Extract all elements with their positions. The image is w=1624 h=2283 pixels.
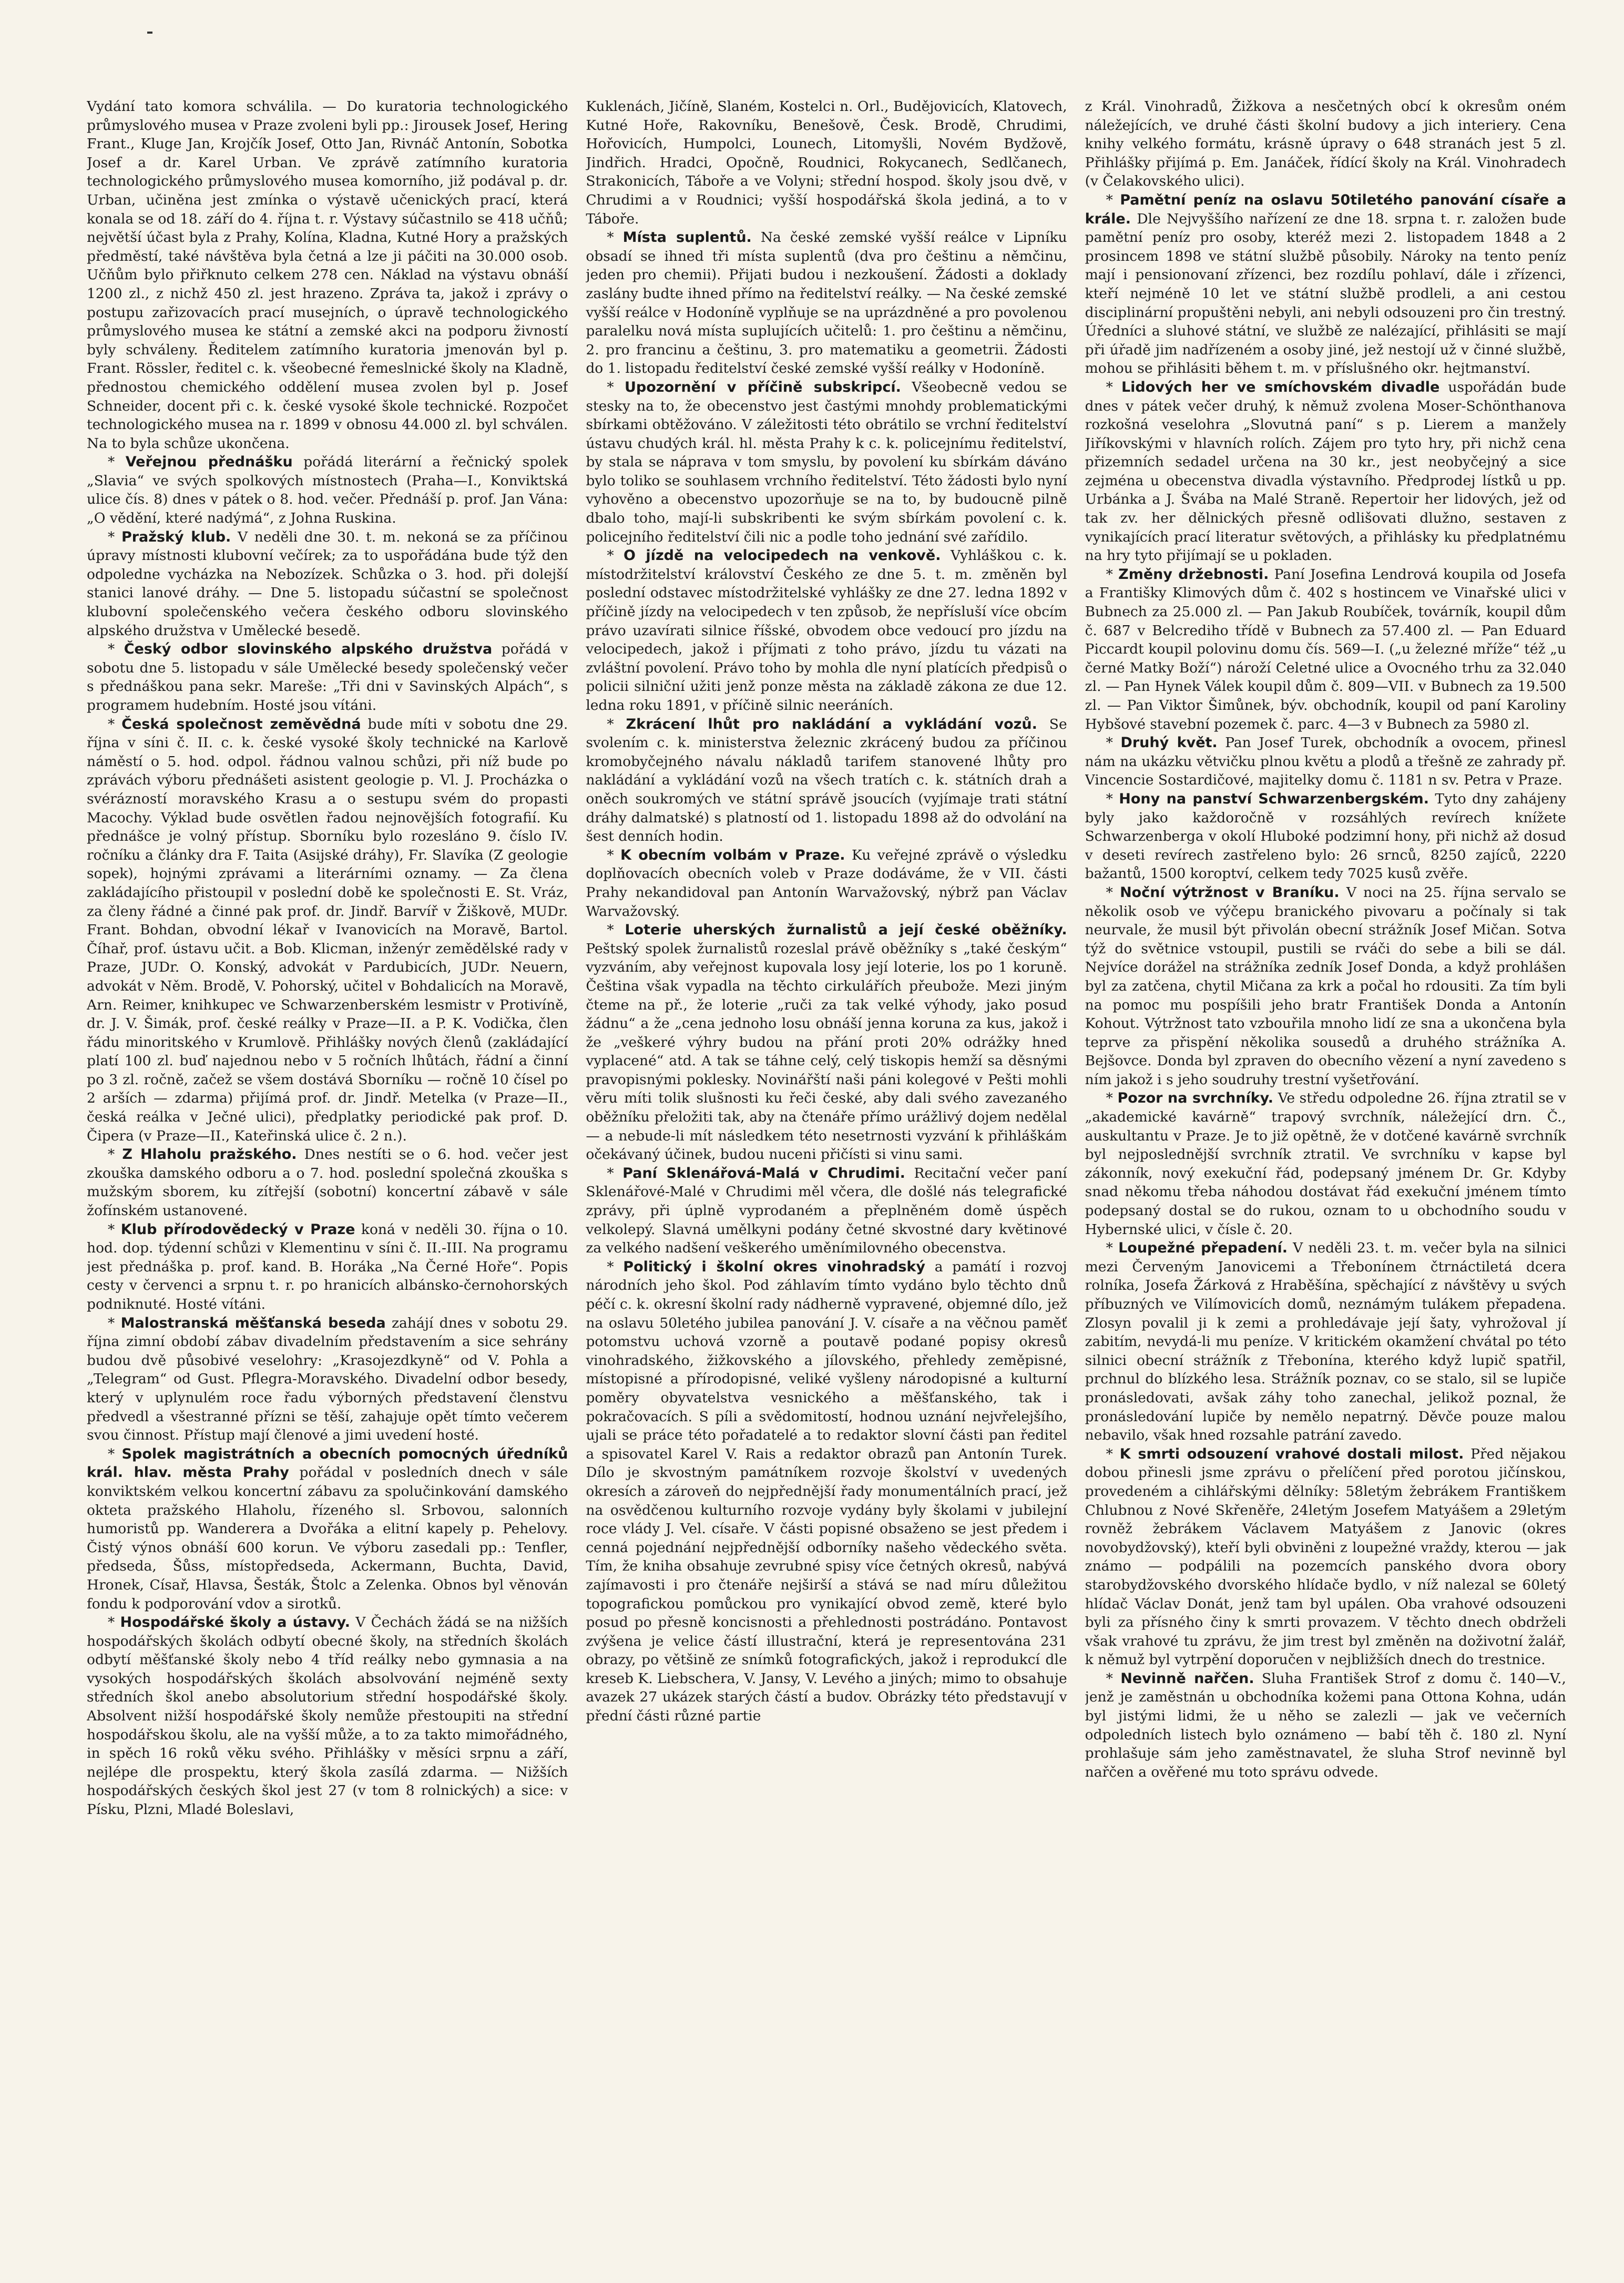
article-paragraph <box>1085 790 1566 883</box>
article-heading: Z Hlaholu pražského. <box>122 1146 297 1163</box>
article-paragraph <box>586 546 1067 715</box>
article-paragraph <box>87 1445 568 1613</box>
asterisk-marker: * <box>1106 379 1121 395</box>
article-heading: Česká společnost zeměvědná <box>121 716 361 732</box>
article-text: Vyhláškou c. k. místodržitelství království Českého ze dne 5. t. m. změněn byl poslední odstavec místodržitelské vyhlášky ze dne 27. ledna 1892 v příčině jízdy na velocipedech v ten způsob, že nepřísluší více obcím právo uzavírati silnice říšské, obvodem obce vedoucí pro jízdu na velocipedech, jakož i příjmati z toho právo, jízdu tu vázati na zvláštní povolení. Právo toho by mohla dle nyní platících předpisů o policii silniční užiti jenž ponze města na základě zákona ze due 12. ledna roku 1891, v příčině silnic neeráních. <box>586 547 1067 714</box>
article-text: bude míti v sobotu dne 29. října v síni č. II. c. k. české vysoké školy technické na Karlově náměstí o 5. hod. odpol. řádnou valnou schůzi, při níž bude po zprávách výboru přednášeti asistent geologie p. Vl. J. Procházka o svérázností moravského Krasu a o sestupu svém do propasti Macochy. Výklad bude osvětlen řadou nejnovějších fotografií. Ku přednášce je volný přístup. Sborníku bylo rozesláno 9. číslo IV. ročníku a články dra F. Taita (Asijské dráhy), Fr. Slavíka (Z geologie sopek), hojnými zprávami a literárními oznamy. — Za člena zakládajícího přistoupil v poslední době ke společnosti E. St. Vráz, za členy řádné a činné pak prof. dr. Jindř. Barvíř v Žiškově, MUDr. Frant. Bohdan, obvodní lékař v Ivanovicích na Moravě, Bartol. Číhař, prof. ústavu učit. a Bob. Klicman, inženýr zemědělské rady v Praze, JUDr. O. Konský, advokát v Pardubicích, JUDr. Neuern, advokát v Něm. Brodě, V. Pohorský, učitel v Bohdalicích na Moravě, Arn. Reimer, knihkupec ve Schwarzenberském lesmistr v Protivíně, dr. J. V. Šimák, prof. české reálky v Praze—II. a P. K. Vodička, člen řádu minoritského v Krumlově. Přihlášky nových členů (zakládající platí 100 zl. buď najednou nebo v 5 ročních lhůtách, řádní a činní po 3 zl. ročně, začež se všem dostává Sborníku — ročně 10 čísel po 2 arších — zdarma) přijímá prof. dr. Jindř. Metelka (v Praze—II., česká reálka v Ječné ulici), předplatky periodické pak prof. D. Čipera (v Praze—II., Kateřinská ulice č. 2 n.). <box>87 716 568 1144</box>
asterisk-marker: * <box>1106 191 1120 208</box>
article-paragraph <box>87 1145 568 1220</box>
article-paragraph <box>1085 1445 1566 1669</box>
asterisk-marker: * <box>607 922 625 939</box>
article-paragraph <box>586 97 1067 228</box>
article-text: V noci na 25. října servalo se několik osob ve výčepu branického pivovaru a počínaly si tak neurvale, že musil být přivolán obecní strážník Josef Mičan. Sotva týž do světnice vstoupil, pustili se rváči do sebe a bili se dál. Nejvíce dorážel na strážníka zedník Josef Donda, a když prohlášen byl za zatčena, chytil Mičana za krk a počal ho rdousiti. Za tím byli na pomoc mu pospíšili jeho bratr František Donda a Antonín Kohout. Výtržnost tato vzbouřila mnoho lidí ze sna a ukončena byla teprve za přispění několika sousedů a druhého strážníka A. Bejšovce. Donda byl zpraven do obecního vězení a nyní zavedeno s ním jakož i s jeho soudruhy trestní vyšetřování. <box>1085 884 1566 1088</box>
article-heading: Noční výtržnost v Braníku. <box>1120 884 1340 901</box>
asterisk-marker: * <box>607 379 625 395</box>
article-text: Sluha František Strof z domu č. 140—V., jenž je zaměstnán u obchodníka kožemi pana Ottona Kohna, udán byl jistými lidmi, že u něho se zalezli — jak ve večerních odpoledních listech bylo oznámeno — babí těh č. 180 zl. Nyní prohlašuje sám jeho zaměstnavatel, že sluha Strof nevinně byl nařčen a ověřené mu toto správu odvede. <box>1085 1670 1566 1780</box>
asterisk-marker: * <box>108 1314 121 1331</box>
article-heading: Místa suplentů. <box>622 229 752 246</box>
asterisk-marker: * <box>108 716 122 732</box>
article-text: zahájí dnes v sobotu 29. října zimní období zábav divadelním představením a sice sehrány budou dvě působivé veselohry: „Krasojezdkyně“ od V. Pohla a „Telegram“ od Gust. Pflegra-Moravského. Divadelní odbor besedy, který v uplynulém roce řadu výborných představení členstvu předvedl a všestranné přízni se těší, zahajuje opět tímto večerem svou činnost. Přístup mají členové a jimi uvedení hosté. <box>87 1314 568 1444</box>
asterisk-marker: * <box>607 229 623 246</box>
article-text: Všeobecně vedou se stesky na to, že obecenstvo jest častými mnohdy problematickými sbírkami obtěžováno. V záležitosti této obrátilo se vrchní ředitelství ústavu chudých král. hl. města Prahy k c. k. policejnímu ředitelství, by stala se náprava v tom smyslu, by povolení ku sbírkám dáváno bylo toliko se souhlasem vrchního ředitelství. Této žádosti bylo nyní vyhověno a obecenstvo upozorňuje se na to, by budoucně pilně dbalo toho, mají-li subskribenti ke svým sbírkám povolení c. k. policejního ředitelství čili nic a podle toho jednání své zařídilo. <box>586 379 1067 545</box>
column-3 <box>1085 97 1566 2220</box>
article-text: Před nějakou dobou přinesli jsme zprávu o přelíčení před porotou jičínskou, provedeném a cihlářskými dělníky: 58letým žebrákem Františkem Chlubnou z Nové Skřeněře, 24letým Josefem Matyášem a 29letým rovněž žebrákem Václavem Matyášem z Janovic (okres novobydžovský), kteří byli obviněni z loupežné vraždy, kterou — jak známo — podpálili na pozemcích panského dvora obory starobydžovského dvorského hlídače bydlo, v níž nalezal se 60letý hlídač Václav Donát, jenž tam byl upálen. Oba vrahové odsouzeni byli za přísného činy k smrti provazem. V těchto dnech obdrželi však vrahové tu zprávu, že jim trest byl změněn na doživotní žalář, k němuž byl vytrpění doporučen v nejbližších dnech do trestnice. <box>1085 1445 1566 1668</box>
article-text: koná v neděli 30. října o 10. hod. dop. týdenní schůzi v Klementinu v síni č. II.-III. Na programu jest přednáška p. prof. kand. B. Horáka „Na Černé Hoře“. Popis cesty v červenci a srpnu t. r. po hranicích albánsko-černohorských podniknuté. Hosté vítáni. <box>87 1221 568 1312</box>
article-heading: K smrti odsouzení vrahové dostali milost. <box>1119 1445 1464 1462</box>
article-paragraph <box>1085 883 1566 1089</box>
article-text: Na české zemské vyšší reálce v Lipníku obsadí se ihned tři místa suplentů (dva pro češtinu a němčinu, jeden pro chemii). Přijati budou i nezkoušení. Žádosti a doklady zaslány budte ihned přímo na ředitelství reálky. — Na české zemské vyšší reálce v Hodoníně vyplňuje se na uprázdněné a pro povolenou paralelku nová místa suplujících učitelů: 1. pro češtinu a němčinu, 2. pro francinu a češtinu, 3. pro matematiku a geometrii. Žádosti do 1. listopadu ředitelství české zemské vyšší reálky v Hodoníně. <box>586 229 1067 377</box>
asterisk-marker: * <box>108 1221 121 1238</box>
article-heading: Změny držebnosti. <box>1118 566 1269 583</box>
article-paragraph <box>586 1164 1067 1258</box>
article-paragraph <box>1085 1239 1566 1445</box>
article-heading: Hony na panství Schwarzenbergském. <box>1119 790 1429 807</box>
article-text: Dnes nestíti se o 6. hod. večer jest zkouška damského odboru a o 7. hod. poslední společná zkouška s mužským sborem, ku zítřejší (sobotní) koncertní zábavě v sále žofínském ustanovené. <box>87 1146 568 1219</box>
asterisk-marker: * <box>1106 735 1121 751</box>
article-heading: Nevinně nařčen. <box>1120 1670 1254 1687</box>
asterisk-marker: * <box>108 1614 120 1631</box>
article-paragraph <box>87 715 568 1146</box>
article-text: V neděli 23. t. m. večer byla na silnici mezi Červeným Janovicemi a Třebonínem čtrnáctiletá dcera rolníka, Josefa Žárková z Hraběšína, spěchající z návštěvy u svých příbuzných ve Vilímovicích domů, neznámým tulákem přepadena. Zlosyn povalil ji k zemi a prohledávaje její šaty, vyhrožoval jí zabitím, nevydá-li mu peníze. V kritickém okamžení chvátal po této silnici obecní strážník z Třebonína, kterého když lupič spatřil, prchnul do blízkého lesa. Strážník poznav, co se stalo, sil se lupiče pronásledovati, avšak záhy toho zanechal, jelikož poznal, že pronásledování lupiče by nemělo nepatrný. Děvče pouze malou nebavilo, však hned rozsahle patrání zavedo. <box>1085 1240 1566 1444</box>
asterisk-marker: * <box>607 1165 623 1181</box>
article-text: Paní Josefina Lendrová koupila od Josefa a Františky Klimových dům č. 402 s hostincem ve Vinařské ulici v Bubnech za 25.000 zl. — Pan Jakub Roubíček, továrník, koupil dům č. 687 v Belcrediho třídě v Bubnech za 57.400 zl. — Pan Eduard Piccardt koupil polovinu domu čís. 569—I. („u železné mříže“ též „u černé Matky Boží“) nároží Celetné ulice a Ovocného trhu za 32.040 zl. — Pan Hynek Válek koupil dům č. 809—VII. v Bubnech za 19.500 zl. — Pan Viktor Šimůnek, býv. obchodník, koupil od paní Karoliny Hybšové stavební pozemek č. parc. 4—3 v Bubnech za 5980 zl. <box>1085 566 1566 732</box>
article-paragraph <box>586 378 1067 546</box>
article-paragraph <box>586 228 1067 378</box>
article-paragraph <box>586 846 1067 921</box>
article-heading: Upozornění v příčině subskripcí. <box>624 379 901 395</box>
article-text: Vydání tato komora schválila. — Do kuratoria technologického průmyslového musea v Praze zvoleni byli pp.: Jirousek Josef, Hering Frant., Kluge Jan, Krojčík Josef, Otto Jan, Rivnáč Antonín, Sobotka Josef a dr. Karel Urban. Ve zprávě zatímního kuratoria technologického průmyslového musea komorního, již podával p. dr. Urban, učiněna jest zmínka o výstavě učenických prací, která konala se od 18. září do 4. října t. r. Výstavy súčastnilo se 418 učňů; největší účast byla z Prahy, Kolína, Kladna, Kutné Hory a pražských předměstí, také návštěva byla četná a lze ji páčiti na 30.000 osob. Učňům bylo přiřknuto celkem 278 cen. Náklad na výstavu obnáší 1200 zl., z nichž 450 zl. jest hrazeno. Zpráva ta, jakož i zprávy o postupu zařizovacích prací musejních, o úpravě technologického průmyslového musea ke státní a zemské akci na podporu živností byly schváleny. Ředitelem zatímního kuratoria jmenován byl p. Frant. Rössler, ředitel c. k. všeobecné řemeslnické školy na Kladně, přednostou chemického oddělení musea zvolen byl p. Josef Schneider, docent při c. k. české vysoké škole technické. Rozpočet technologického musea na r. 1899 v obnosu 44.000 zl. byl schválen. Na to byla schůze ukončena. <box>87 98 568 452</box>
article-text: Peštský spolek žurnalistů rozeslal právě oběžníky s „také českým“ vyzváním, aby veřejnost kupovala losy její loterie, los po 1 koruně. Čeština však vypadla na těchto cirkulářích přeubože. Mezi jiným čteme na př., že loterie „ruči za tak velké výhody, jako posud žádnu“ a že „cena jednoho losu obnáší jenna koruna za kus, jakož i že „veškeré výhry budou na přání proti 20% odrážky hned vyplacené“ atd. A tak se táhne celý, celý tiskopis hemží sa děsnými pravopisnými poklesky. Novinářští naši páni kolegové v Pešti mohli věru míti tolik slušnosti ku řeči české, aby dali svého zavezaného oběžníku přeložiti tak, aby na čtenáře přímo urážlivý dojem nedělal — a nebude-li mít následkem této nesetrnosti vyzvání k přihláškám očekávaný účinek, budou nuceni přičísti si vinu sami. <box>586 940 1067 1163</box>
article-paragraph <box>87 528 568 640</box>
article-paragraph <box>87 640 568 715</box>
article-paragraph <box>586 1258 1067 1726</box>
asterisk-marker: * <box>1106 1240 1119 1257</box>
article-text: z Král. Vinohradů, Žižkova a nesčetných obcí k okresům oném náležejících, ve druhé části školní budovy a jich interiery. Cena knihy velkého formátu, krásně úpravy o 648 stranách jest 5 zl. Přihlášky přijímá p. Em. Janáček, řídící školy na Král. Vinohradech (v Čelakovského ulici). <box>1085 98 1566 190</box>
asterisk-marker: * <box>1106 884 1120 901</box>
asterisk-marker: * <box>1106 1090 1118 1107</box>
article-text: Kuklenách, Jičíně, Slaném, Kostelci n. Orl., Budějovicích, Klatovech, Kutné Hoře, Rakovníku, Benešově, Česk. Brodě, Chrudimi, Hořovicích, Humpolci, Lounech, Litomyšli, Novém Bydžově, Jindřich. Hradci, Opočně, Roudnici, Rokycanech, Sedlčanech, Strakonicích, Táboře a ve Volyni; střední hospod. školy jsou dvě, v Chrudimi a v Roudnici; vyšší hospodářská škola jediná, a to v Táboře. <box>586 98 1067 227</box>
asterisk-marker: * <box>108 528 121 545</box>
article-text: pořádá literární a řečnický spolek „Slavia“ ve svých spolkových místnostech (Praha—I., Konviktská ulice čís. 8) dnes v pátek o 8. hod. večer. Přednáší p. prof. Jan Vána: „O vědění, které nadýmá“, z Johna Ruskina. <box>87 454 568 527</box>
asterisk-marker: * <box>607 1258 624 1275</box>
article-text: a památí i rozvoj národních jeho škol. Pod záhlavím tímto vydáno bylo těchto dnů péčí c. k. okresní školní rady nádherně vypravené, objemné dílo, jež na oslavu 50letého jubilea panování J. V. císaře a na věčnou paměť potomstvu uchová vzorně a poutavě podané popisy okresů vinohradského, žižkovského a jílovského, přehledy zeměpisné, místopisné a přírodopisné, veliké vyšleny národopisné a kulturní poměry obyvatelstva vesnického a měšťanského, tak i pokračovacích. S píli a svědomitostí, hodnou uznání nejvřelejšího, ujali se práce této pořadatelé a to redaktor slovní části pan ředitel a spisovatel Karel V. Rais a redaktor obrazů pan Antonín Turek. Dílo je skvostným památníkem rozvoje školství v uvedených okresích a zároveň do nejpřednější řady monumentálních prací, jež na osvědčenou kulturního rozvoje vydány byly školami v jubilejní roce vlády J. Vel. císaře. V části popisné obsaženo se jest předem i cenná pojednání nejpřednější odborníky našeho vědeckého světa. Tím, že kniha obsahuje zevrubné spisy více četných okresů, nabývá zajímavosti i pro čtenáře nejširší a stává se nad míru důležitou topografickou pomůckou pro vynikající obvod země, které bylo posud po přesně koncisnosti a přehlednosti postrádáno. Pontavost zvýšena je velice částí illustrační, která je representována 231 obrazy, po většině ze snímků fotografických, jakož i reprodukcí dle kreseb K. Liebschera, V. Jansy, V. Levého a jiných; mimo to obsahuje avazek 27 ukázek starých částí a budov. Obrázky této představují v přední části různé partie <box>586 1258 1067 1725</box>
asterisk-marker: * <box>607 547 624 564</box>
asterisk-marker: * <box>108 641 124 658</box>
article-paragraph <box>1085 191 1566 378</box>
article-heading: Český odbor slovinského alpského družstva <box>124 641 493 658</box>
column-1 <box>87 97 568 2220</box>
article-heading: Zkrácení lhůt pro nakládání a vykládání vozů. <box>626 716 1037 732</box>
text-columns <box>87 97 1566 2220</box>
article-heading: Paní Sklenářová-Malá v Chrudimi. <box>622 1165 905 1181</box>
article-heading: Pozor na svrchníky. <box>1117 1090 1274 1107</box>
asterisk-marker: * <box>108 454 126 471</box>
article-paragraph <box>1085 97 1566 191</box>
article-paragraph <box>87 453 568 527</box>
article-paragraph <box>87 1613 568 1819</box>
article-text: pořádá v sobotu dne 5. listopadu v sále Umělecké besedy společenský večer s přednáškou pana sekr. Mareše: „Tři dni v Savinských Alpách“, s programem hudebním. Hosté jsou vítáni. <box>87 641 568 714</box>
article-paragraph <box>1085 378 1566 565</box>
article-text: Ku veřejné zprávě o výsledku doplňovacích obecních voleb v Praze dodáváme, že v VII. části Prahy nekandidoval pan Antonín Warvažovský, nýbrž pan Václav Warvažovský. <box>586 847 1067 920</box>
article-paragraph <box>87 1220 568 1314</box>
article-heading: Spolek magistrátních a obecních pomocných úředníků král. hlav. města Prahy <box>87 1445 568 1481</box>
article-heading: Malostranská měšťanská beseda <box>120 1314 386 1331</box>
asterisk-marker: * <box>607 847 620 863</box>
article-paragraph <box>1085 1669 1566 1782</box>
print-mark <box>147 32 152 34</box>
column-2 <box>586 97 1067 2220</box>
article-heading: Pamětní peníz na oslavu 50tiletého panování císaře a krále. <box>1085 191 1566 227</box>
article-paragraph <box>586 921 1067 1164</box>
asterisk-marker: * <box>1106 566 1119 583</box>
asterisk-marker: * <box>1106 1445 1120 1462</box>
article-text: Recitační večer paní Sklenářové-Malé v Chrudimi měl včera, dle došlé nás telegrafické zprávy, při úplně vyprodaném a přeplněném domě úspěch velkolepý. Slavná umělkyni podány četné skvostné dary květinové za velkého nadšení veškerého uměnímilovného obecenstva. <box>586 1165 1067 1257</box>
article-text: pořádal v posledních dnech v sále konviktském velkou koncertní zábavu za spolučinkování damského okteta pražského Hlaholu, řízeného sl. Srbovou, salonních humoristů pp. Wanderera a Dvořáka a elitní kapely p. Pehelovy. Čistý výnos obnáší 600 korun. Ve výboru zasedali pp.: Tenfler, předseda, Šůss, místopředseda, Ackermann, Buchta, David, Hronek, Císař, Hlavsa, Šesták, Štolc a Zelenka. Obnos byl věnován fondu k podporování vdov a sirotků. <box>87 1464 568 1612</box>
article-text: V neděli dne 30. t. m. nekoná se za příčinou úpravy místnosti klubovní večírek; za to uspořádána bude týž den odpoledne vycházka na Nebozízek. Schůzka o 3. hod. při dolejší stanici lanové dráhy. — Dne 5. listopadu súčastní se společnost klubovní společenského večera českého odboru slovinského alpského družstva v Umělecké besedě. <box>87 528 568 639</box>
article-paragraph <box>87 97 568 453</box>
article-paragraph <box>1085 733 1566 790</box>
asterisk-marker: * <box>108 1445 122 1462</box>
asterisk-marker: * <box>1106 1670 1121 1687</box>
article-heading: Politický i školní okres vinohradský <box>623 1258 925 1275</box>
article-text: Tyto dny zahájeny byly jako každoročně v rozsáhlých revírech knížete Schwarzenberga v okolí Hluboké podzimní hony, při nichž až dosud v deseti revírech zastřeleno bylo: 26 srnců, 8250 zajíců, 2220 bažantů, 1500 koroptví, celkem tedy 7025 kusů zvěře. <box>1085 790 1566 882</box>
article-heading: Loterie uherských žurnalistů a její české oběžníky. <box>625 922 1067 939</box>
article-paragraph <box>87 1314 568 1445</box>
article-heading: Pražský klub. <box>121 528 231 545</box>
article-text: uspořádán bude dnes v pátek večer druhý, k němuž zvolena Moser-Schönthanova rozkošná veselohra „Slovutná paní“ s p. Lierem a manžely Jiříkovskými v hlavních rolích. Zájem pro tyto hry, při nichž cena přizemních sedadel určena na 30 kr., jest neobyčejný a sice zejména u obecenstva divadla výstavního. Předprodej lístků u pp. Urbánka a J. Švába na Malé Straně. Repertoir her lidových, jež od tak zv. her dělnických přesně odlišovati dlužno, sestaven z vynikajících prací literatur světových, a přihlásky ku předplatnému na hry tyto přijímají se u pokladen. <box>1085 379 1566 564</box>
article-text: Pan Josef Turek, obchodník a ovocem, přinesl nám na ukázku větvičku plnou květu a plodů a třešně ze zahrady př. Vincencie Sostardičové, majitelky domu č. 1181 n sv. Petra v Praze. <box>1085 735 1566 789</box>
asterisk-marker: * <box>607 716 626 732</box>
article-heading: Lidových her ve smíchovském divadle <box>1121 379 1440 395</box>
article-text: V Čechách žádá se na nižších hospodářských školách odbytí obecné školy, na středních školách odbytí měšťanské školy nebo 4 tříd reálky nebo gymnasia a na vysokých hospodářských školách absolvování nejméně sexty středních škol anebo absolutorium střední hospodářské školy. Absolvent nižší hospodářské školy nemůže přestoupiti na střední hospodářskou školu, ale na vyšší může, a to za takto mimořádného, in spěch 16 roků věku svého. Přihlášky v měsíci srpnu a září, nejlépe dle prospektu, který škola zasílá zdarma. — Nižších hospodářských českých škol jest 27 (v tom 8 rolnických) a sice: v Písku, Plzni, Mladé Boleslavi, <box>87 1614 568 1818</box>
article-text: Dle Nejvyššího nařízení ze dne 18. srpna t. r. založen bude pamětní peníz pro osoby, kteréž mezi 2. listopadem 1848 a 2 prosincem 1898 ve státní službě působily. Nároky na tento peníz mají i pensionovaní zřízenci, bez rozdílu pohlaví, dále i zřízenci, kteří nejméně 10 let ve státní službě prodleli, a ani cestou disciplinární propuštěni nebyli, ani nebyli odsouzeni pro čin trestný. Úředníci a sluhové státní, ve službě ze nalézající, přihlásiti se mají při úřadě jim nadřízeném a osoby jiné, jež nestojí už v činné službě, mohou se přihlásiti během t. m. v příslušného okr. hejtmanství. <box>1085 210 1566 377</box>
article-heading: Hospodářské školy a ústavy. <box>120 1614 351 1631</box>
asterisk-marker: * <box>108 1146 122 1163</box>
article-heading: O jízdě na velocipedech na venkově. <box>624 547 941 564</box>
article-paragraph <box>1085 1089 1566 1239</box>
article-heading: Loupežné přepadení. <box>1118 1240 1288 1257</box>
article-paragraph <box>1085 565 1566 733</box>
article-heading: Druhý květ. <box>1120 735 1218 751</box>
article-text: Ve středu odpoledne 26. října ztratil se v „akademické kavárně“ trapový svrchník, náležející drn. Č., auskultantu v Praze. Je to již opětně, že v dotčené kavárně svrchník byl nejposlednější svrchník ztratil. Ve svrchníku v kapse byl zákonník, nový exekuční řád, podepsaný jménem Dr. Gr. Kdyby snad někomu třeba náhodou dostávat řád exekuční jménem tímto podepsaný dostal se do rukou, oznam to u obchodního soudu v Hybernské ulici, v čísle č. 20. <box>1085 1090 1566 1238</box>
article-paragraph <box>586 715 1067 846</box>
article-heading: Veřejnou přednášku <box>125 454 293 471</box>
article-text: Se svolením c. k. ministerstva železnic zkrácený budou za příčinou kromobyčejného návalu nákladů tarifem stanovené lhůty pro nakládání a vykládání vozů na všech tratích c. k. státních drah a oněch soukromých ve státní správě jsoucích (vyjímaje trati státní dráhy dalmatské) s platností od 1. listopadu 1898 až do odvolání na šest denních hodin. <box>586 716 1067 845</box>
article-heading: Klub přírodovědecký v Praze <box>120 1221 355 1238</box>
article-heading: K obecním volbám v Praze. <box>620 847 845 863</box>
asterisk-marker: * <box>1106 790 1119 807</box>
